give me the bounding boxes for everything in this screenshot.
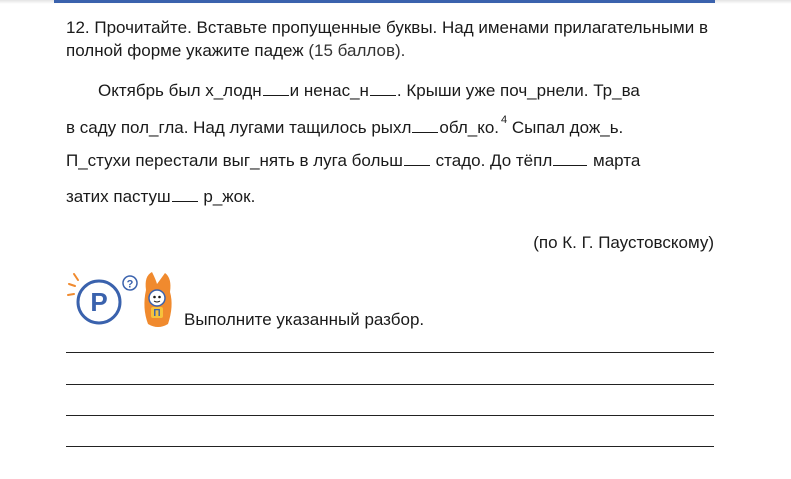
mascot-letter: П	[153, 308, 161, 319]
blank-field[interactable]	[412, 117, 438, 133]
top-rule	[54, 0, 715, 3]
answer-line[interactable]	[66, 415, 714, 416]
blank-field[interactable]	[404, 150, 430, 166]
text-fragment: . Крыши уже поч_рнели. Тр_ва	[396, 81, 640, 100]
blank-field[interactable]	[553, 150, 587, 166]
task-points: (15 баллов).	[308, 41, 406, 60]
blank-field[interactable]	[370, 80, 396, 96]
blank-field[interactable]	[263, 80, 289, 96]
text-fragment: Октябрь был х_лодн	[98, 81, 262, 100]
blank-field[interactable]	[172, 186, 198, 202]
footnote-marker: 4	[501, 114, 508, 126]
text-line-1	[98, 79, 640, 103]
text-fragment: П_стухи перестали выг_нять в луга больш	[66, 151, 403, 170]
text-fragment: марта	[593, 151, 641, 170]
text-fragment: стадо. До тёпл	[435, 151, 553, 170]
task-instruction: Прочитайте. Вставьте пропущенные буквы. Над именами прилагательными в полной форме укажите падеж	[66, 18, 708, 60]
answer-line[interactable]	[66, 384, 714, 385]
parsing-icon-group	[66, 270, 178, 332]
rays-icon	[68, 274, 78, 295]
task-number: 12.	[66, 18, 90, 37]
text-fragment: затих пастуш	[66, 187, 171, 206]
text-fragment: в саду пол_гла. Над лугами тащилось рыхл	[66, 118, 412, 137]
question-mark: ?	[126, 278, 134, 291]
text-fragment: обл_ко.	[439, 118, 500, 137]
text-fragment: и ненас_н	[289, 81, 369, 100]
parsing-task-icon	[66, 270, 178, 332]
text-line-2	[66, 116, 623, 142]
source-attribution: (по К. Г. Паустовскому)	[533, 233, 714, 252]
text-line-4	[66, 185, 255, 209]
text-line-3	[66, 149, 640, 173]
answer-line[interactable]	[66, 446, 714, 447]
text-fragment: Сыпал дож_ь.	[507, 118, 624, 137]
mascot-icon	[144, 272, 171, 327]
parsing-instruction: Выполните указанный разбор.	[184, 310, 425, 329]
task-heading	[66, 16, 716, 62]
answer-line[interactable]	[66, 352, 714, 353]
parsing-letter: Р	[90, 287, 108, 317]
text-fragment: р_жок.	[203, 187, 256, 206]
